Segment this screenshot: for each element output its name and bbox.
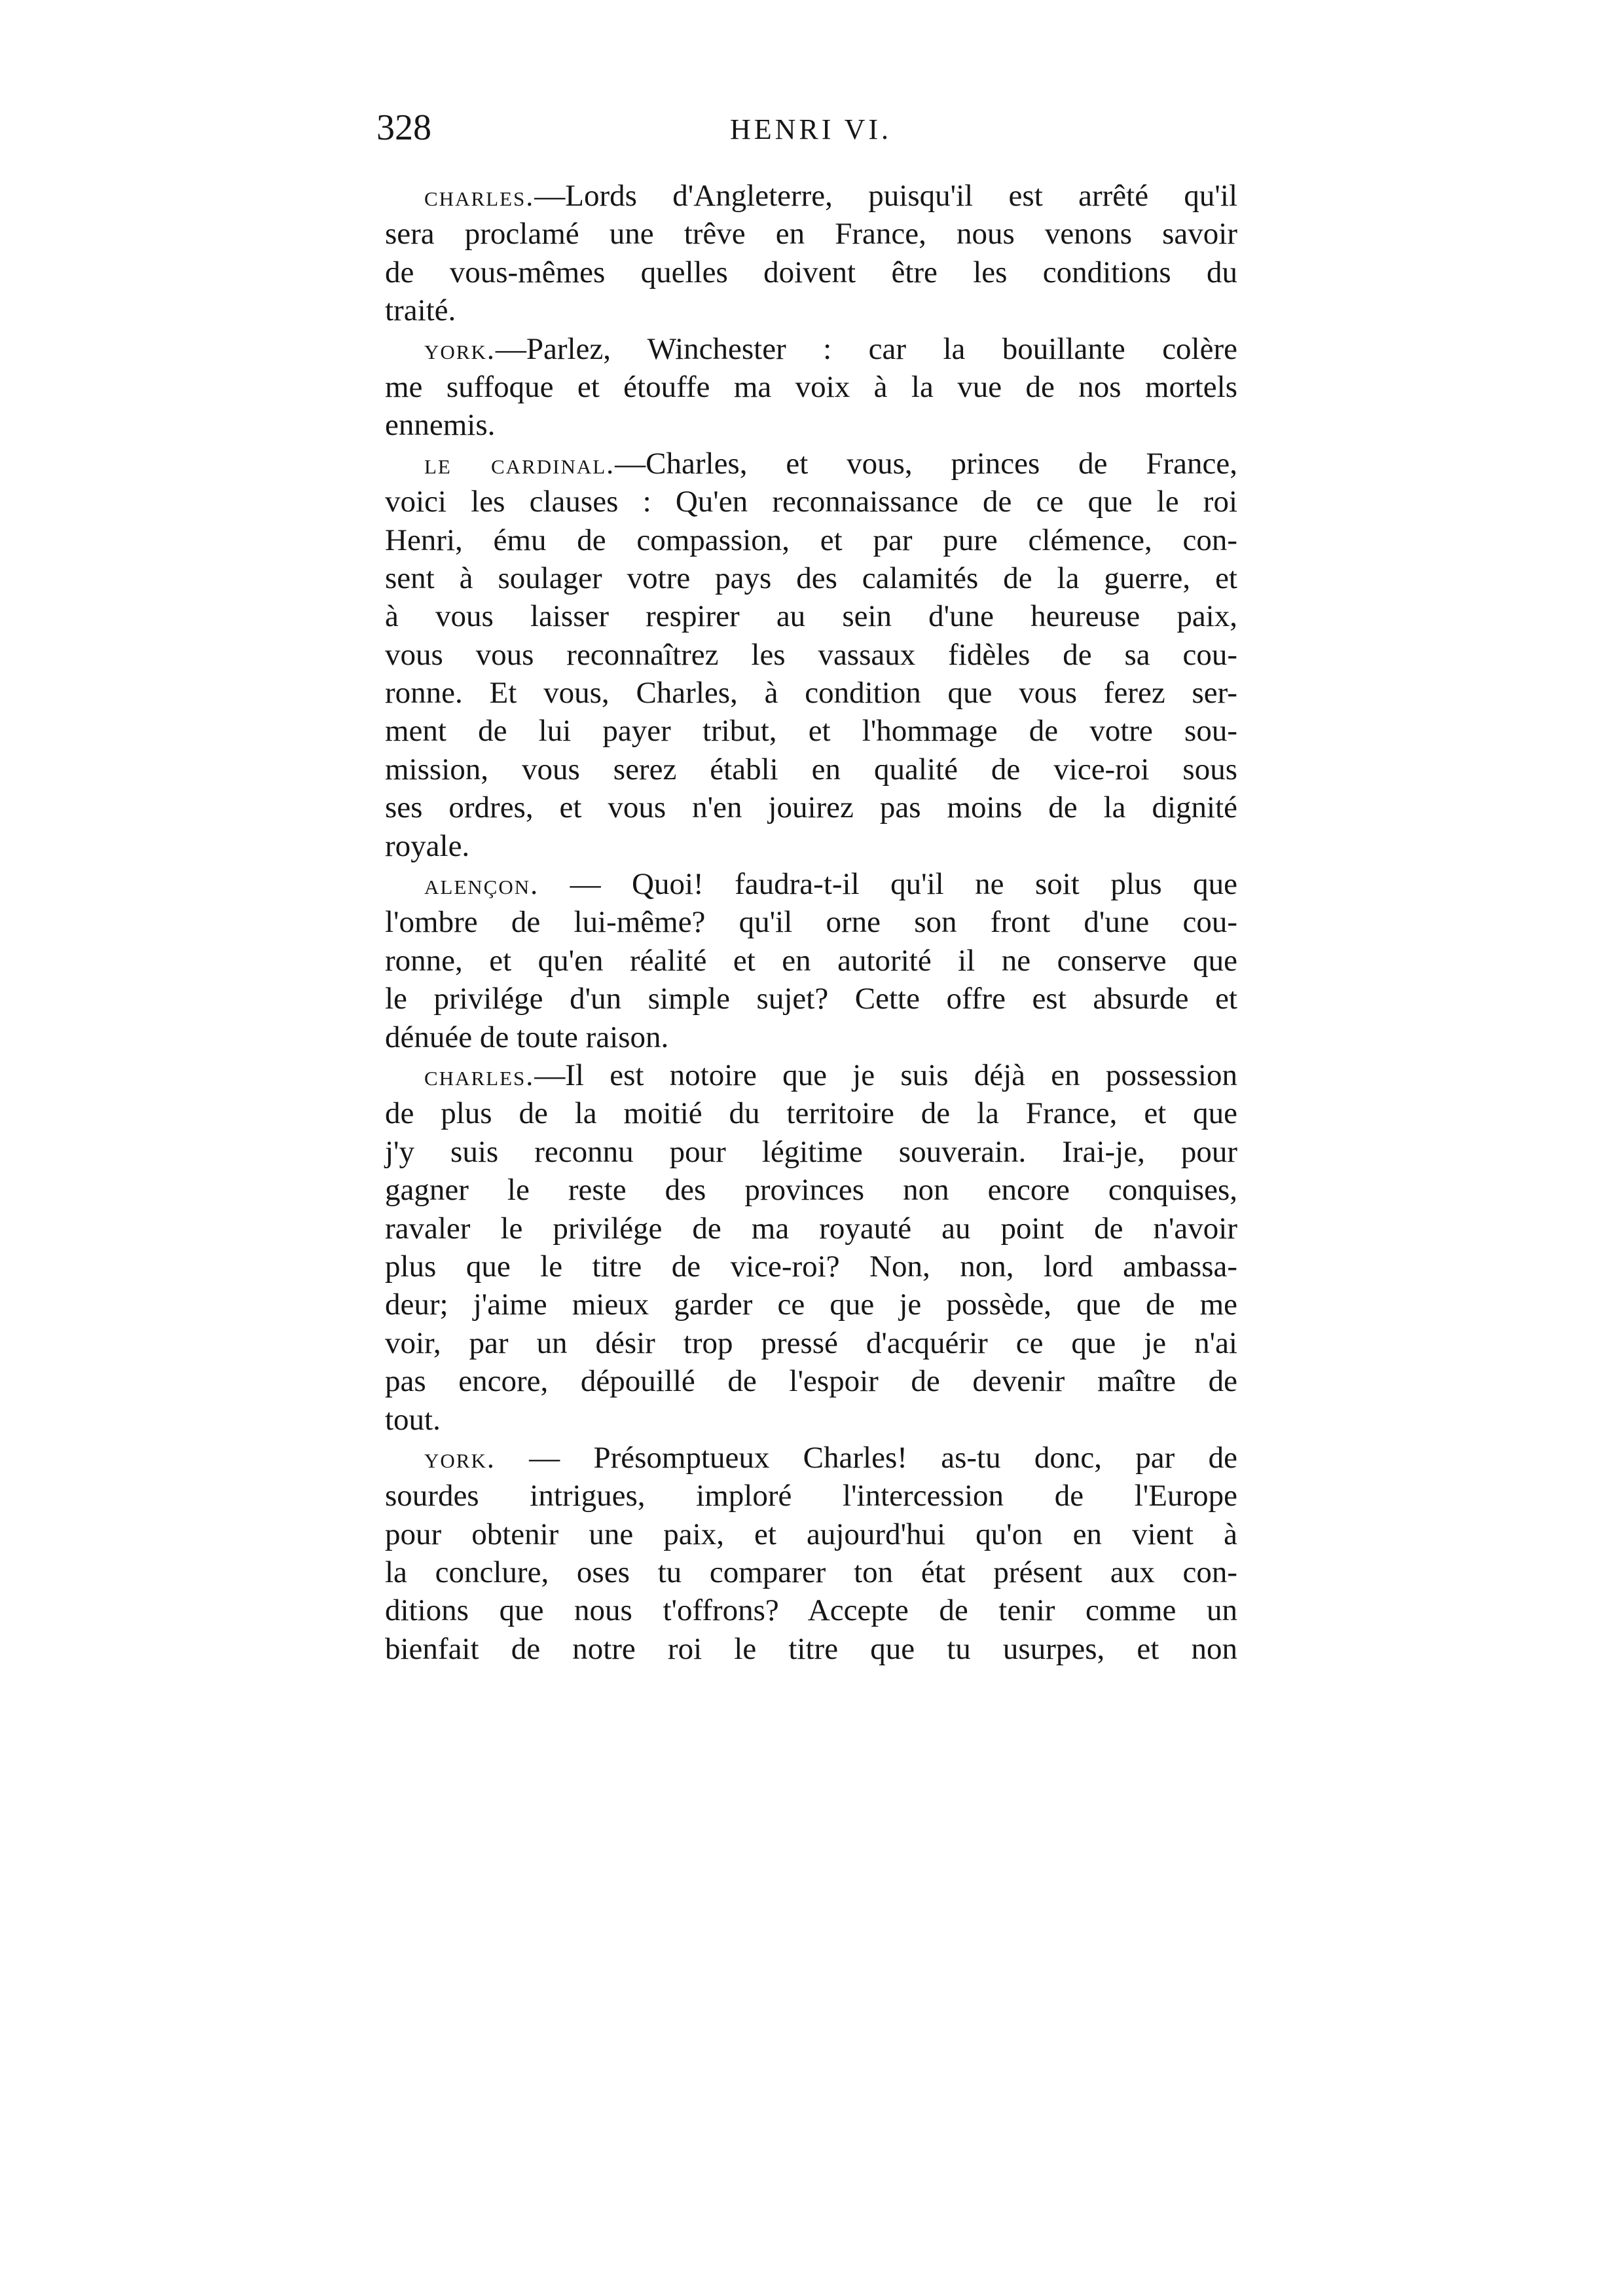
text-line: de vous-mêmes quelles doivent être les conditions du: [385, 255, 1237, 289]
line-text: —Parlez, Winchester : car la bouillante colère: [495, 331, 1237, 366]
text-line: [385, 1056, 1237, 1094]
text-line: pour obtenir une paix, et aujourd'hui qu'on en vient à: [385, 1517, 1237, 1551]
page-number: 328: [376, 107, 431, 148]
text-line: ment de lui payer tribut, et l'hommage de votre sou-: [385, 714, 1237, 749]
text-line: ronne. Et vous, Charles, à condition que vous ferez ser-: [385, 676, 1237, 711]
text-line: royale.: [385, 828, 470, 863]
line-text: — Quoi! faudra-t-il qu'il ne soit plus que: [539, 867, 1237, 902]
text-line: de plus de la moitié du territoire de la France, et que: [385, 1096, 1237, 1131]
text-line: tout.: [385, 1402, 441, 1437]
text-line: Henri, ému de compassion, et par pure clémence, con-: [385, 523, 1237, 557]
text-line: sera proclamé une trêve en France, nous venons savoir: [385, 217, 1237, 251]
text-line: ravaler le privilége de ma royauté au point de n'avoir: [385, 1211, 1237, 1246]
line-text: — Présomptueux Charles! as-tu donc, par de: [495, 1440, 1237, 1475]
text-line: dénuée de toute raison.: [385, 1020, 669, 1054]
text-line: ennemis.: [385, 408, 496, 443]
page-header: [376, 105, 1241, 157]
text-line: sent à soulager votre pays des calamités de la guerre, et: [385, 561, 1237, 595]
speaker-name: charles.: [424, 180, 535, 212]
text-line: pas encore, dépouillé de l'espoir de devenir maître de: [385, 1364, 1237, 1399]
text-line: plus que le titre de vice-roi? Non, non, lord ambassa-: [385, 1249, 1237, 1284]
text-line: [385, 445, 1237, 483]
text-line: vous vous reconnaîtrez les vassaux fidèles de sa cou-: [385, 637, 1237, 672]
text-line: gagner le reste des provinces non encore conquises,: [385, 1173, 1237, 1208]
text-line: traité.: [385, 293, 456, 328]
text-line: bienfait de notre roi le titre que tu usurpes, et non: [385, 1631, 1237, 1666]
text-line: j'y suis reconnu pour légitime souverain. Irai-je, pour: [385, 1134, 1237, 1169]
text-line: deur; j'aime mieux garder ce que je possède, que de me: [385, 1287, 1237, 1322]
text-line: le privilége d'un simple sujet? Cette offre est absurde et: [385, 982, 1237, 1016]
speaker-name: le cardinal.: [424, 447, 615, 480]
line-text: —Lords d'Angleterre, puisqu'il est arrêté qu'il: [534, 179, 1237, 213]
line-text: —Charles, et vous, princes de France,: [615, 446, 1237, 481]
text-line: à vous laisser respirer au sein d'une heureuse paix,: [385, 599, 1237, 634]
text-line: la conclure, oses tu comparer ton état présent aux con-: [385, 1555, 1237, 1590]
text-line: voici les clauses : Qu'en reconnaissance de ce que le roi: [385, 485, 1237, 519]
text-line: sourdes intrigues, imploré l'intercession de l'Europe: [385, 1479, 1237, 1513]
text-line: [385, 865, 1237, 903]
text-line: ronne, et qu'en réalité et en autorité il ne conserve que: [385, 943, 1237, 978]
text-line: ditions que nous t'offrons? Accepte de tenir comme un: [385, 1593, 1237, 1628]
text-line: [385, 330, 1237, 368]
speaker-name: alençon.: [424, 868, 539, 901]
speaker-name: york.: [424, 1441, 496, 1474]
body-text: [385, 177, 1237, 1668]
text-line: mission, vous serez établi en qualité de vice-roi sous: [385, 752, 1237, 787]
text-line: l'ombre de lui-même? qu'il orne son front d'une cou-: [385, 905, 1237, 940]
speaker-name: charles.: [424, 1059, 535, 1092]
text-line: me suffoque et étouffe ma voix à la vue de nos mortels: [385, 369, 1237, 404]
text-line: [385, 177, 1237, 215]
running-title: HENRI VI.: [730, 113, 892, 145]
line-text: —Il est notoire que je suis déjà en possession: [534, 1058, 1237, 1092]
speaker-name: york.: [424, 333, 496, 365]
text-line: ses ordres, et vous n'en jouirez pas moins de la dignité: [385, 790, 1237, 825]
text-line: voir, par un désir trop pressé d'acquérir ce que je n'ai: [385, 1325, 1237, 1360]
text-line: [385, 1439, 1237, 1477]
